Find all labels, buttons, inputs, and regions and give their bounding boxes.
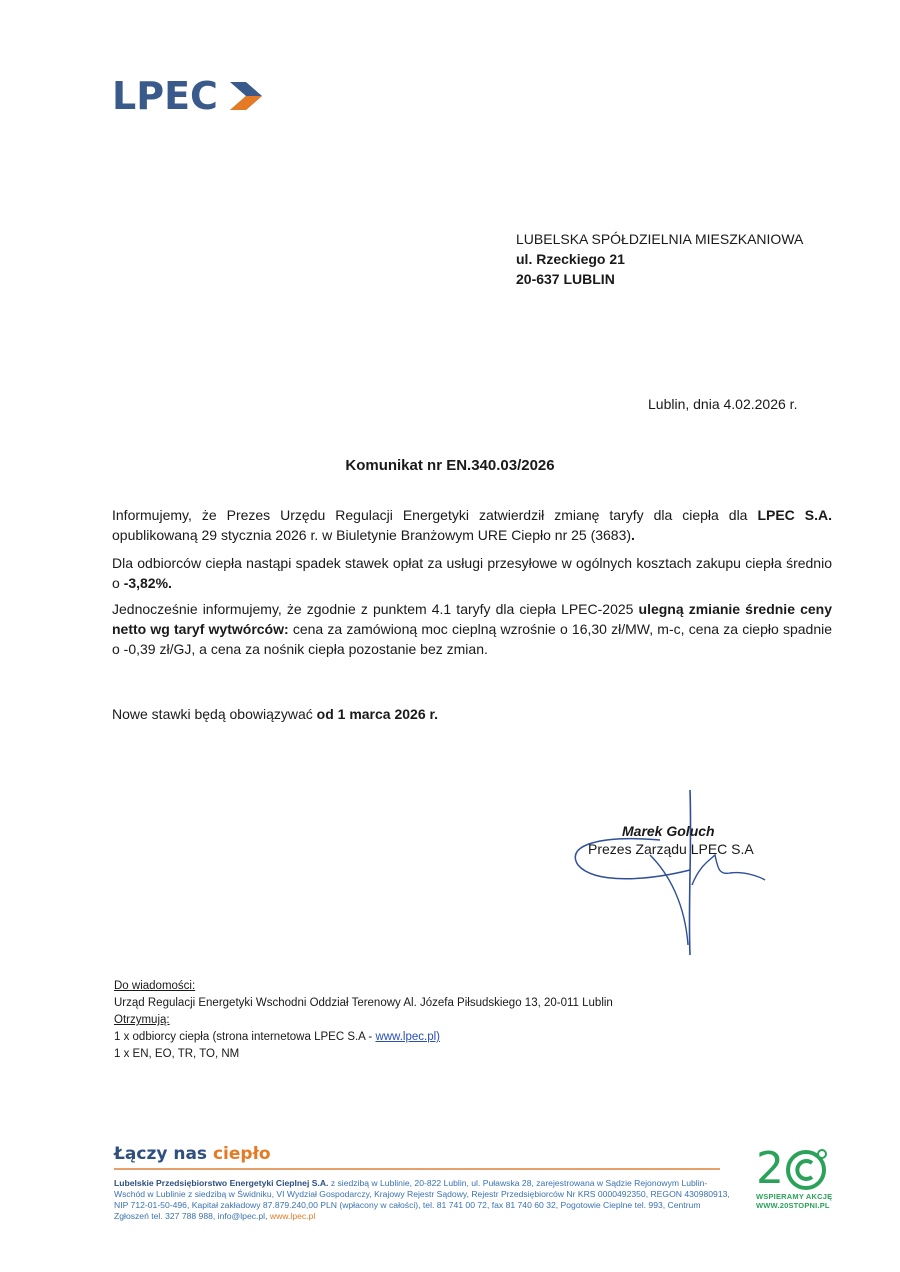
recipient-name: LUBELSKA SPÓŁDZIELNIA MIESZKANIOWA — [516, 231, 804, 247]
recipient-street: ul. Rzeckiego 21 — [516, 251, 625, 267]
handwritten-signature — [560, 785, 800, 960]
p3-bold: ulegną zmianie średnie ceny netto wg taryf wytwórców: — [112, 601, 832, 637]
signatory-name: Marek Goluch — [622, 823, 715, 839]
p1-text: Informujemy, że Prezes Urzędu Regulacji Energetyki zatwierdził zmianę taryfy dla ciepła dla — [112, 507, 758, 523]
paragraph-1 — [112, 505, 832, 545]
footer-details: z siedzibą w Lublinie, 20-822 Lublin, ul. Puławska 28, zarejestrowana w Sądzie Rejonowym Lublin-Wschód w Lublinie z siedzibą w Świdniku, VI Wydział Gospodarczy, Krajowy Rejestr Sądowy, Rejestr Przedsiębiorców Nr KRS 0000492350, REGON 430980913, NIP 712-01-50-496, Kapitał zakładowy 87.879.240,00 PLN (wpłacony w całości), tel. 81 741 00 72, fax 81 740 60 32, Pogotowie Cieplne tel. 993, Centrum Zgłoszeń tel. 327 788 988, info@lpec.pl, — [114, 1178, 730, 1221]
recipients-line-2: 1 x EN, EO, TR, TO, NM — [114, 1048, 240, 1060]
recipients-line-1-text: 1 x odbiorcy ciepła (strona internetowa LPEC S.A - — [114, 1031, 376, 1043]
distribution-list — [114, 978, 613, 1063]
20-stopni-badge — [756, 1143, 856, 1226]
p3-text-2: cena za zamówioną moc cieplną wzrośnie o 16,30 zł/MW, m-c, cena za ciepło spadnie o -0,39 zł/GJ, a cena za nośnik ciepła pozostanie bez zmian. — [112, 621, 832, 657]
p3-text: Jednocześnie informujemy, że zgodnie z punktem 4.1 taryfy dla ciepła LPEC-2025 — [112, 601, 639, 617]
degree-celsius-icon — [784, 1146, 830, 1192]
recipient-city: 20-637 LUBLIN — [516, 271, 615, 287]
p4-text: Nowe stawki będą obowiązywać — [112, 706, 317, 722]
badge-line-1: WSPIERAMY AKCJĘ — [756, 1192, 833, 1201]
recipients-line-1 — [114, 1029, 613, 1046]
signatory-role: Prezes Zarządu LPEC S.A — [588, 841, 754, 857]
footer-website-link[interactable]: www.lpec.pl — [269, 1211, 316, 1221]
badge-line-2: WWW.20STOPNI.PL — [756, 1201, 830, 1210]
cc-heading: Do wiadomości: — [114, 980, 196, 992]
svg-text:LPEC: LPEC — [112, 76, 218, 116]
p2-percent: -3,82%. — [123, 575, 172, 591]
slogan-part-2: ciepło — [212, 1144, 271, 1164]
slogan-part-1: Łączy nas — [114, 1144, 208, 1164]
footer-slogan — [114, 1144, 271, 1164]
p4-date: od 1 marca 2026 r. — [316, 706, 439, 722]
p1-company: LPEC S.A. — [757, 507, 832, 523]
paragraph-2 — [112, 553, 832, 593]
paragraph-4 — [112, 704, 832, 724]
footer-divider — [114, 1168, 720, 1170]
footer-company-info — [114, 1178, 734, 1222]
recipients-heading: Otrzymują: — [114, 1014, 170, 1026]
p2-text: Dla odbiorców ciepła nastąpi spadek stawek opłat za usługi przesyłowe w ogólnych kosztach zakupu ciepła średnio o — [112, 555, 832, 591]
paragraph-3 — [112, 599, 832, 659]
p1-text-2: opublikowaną 29 stycznia 2026 r. w Biuletynie Branżowym URE Ciepło nr 25 (3683) — [112, 527, 632, 543]
letter-date: Lublin, dnia 4.02.2026 r. — [648, 396, 798, 412]
p1-end: . — [631, 527, 635, 543]
lpec-logo — [112, 76, 272, 116]
footer-company-name: Lubelskie Przedsiębiorstwo Energetyki Cieplnej S.A. — [114, 1178, 329, 1188]
letter-title: Komunikat nr EN.340.03/2026 — [345, 457, 555, 474]
lpec-logo-graphic — [112, 76, 272, 116]
badge-number: 2 — [756, 1143, 784, 1194]
recipient-address — [516, 229, 803, 289]
lpec-website-link[interactable]: www.lpec.pl) — [375, 1031, 440, 1043]
cc-line: Urząd Regulacji Energetyki Wschodni Oddział Terenowy Al. Józefa Piłsudskiego 13, 20-011 Lublin — [114, 997, 613, 1009]
